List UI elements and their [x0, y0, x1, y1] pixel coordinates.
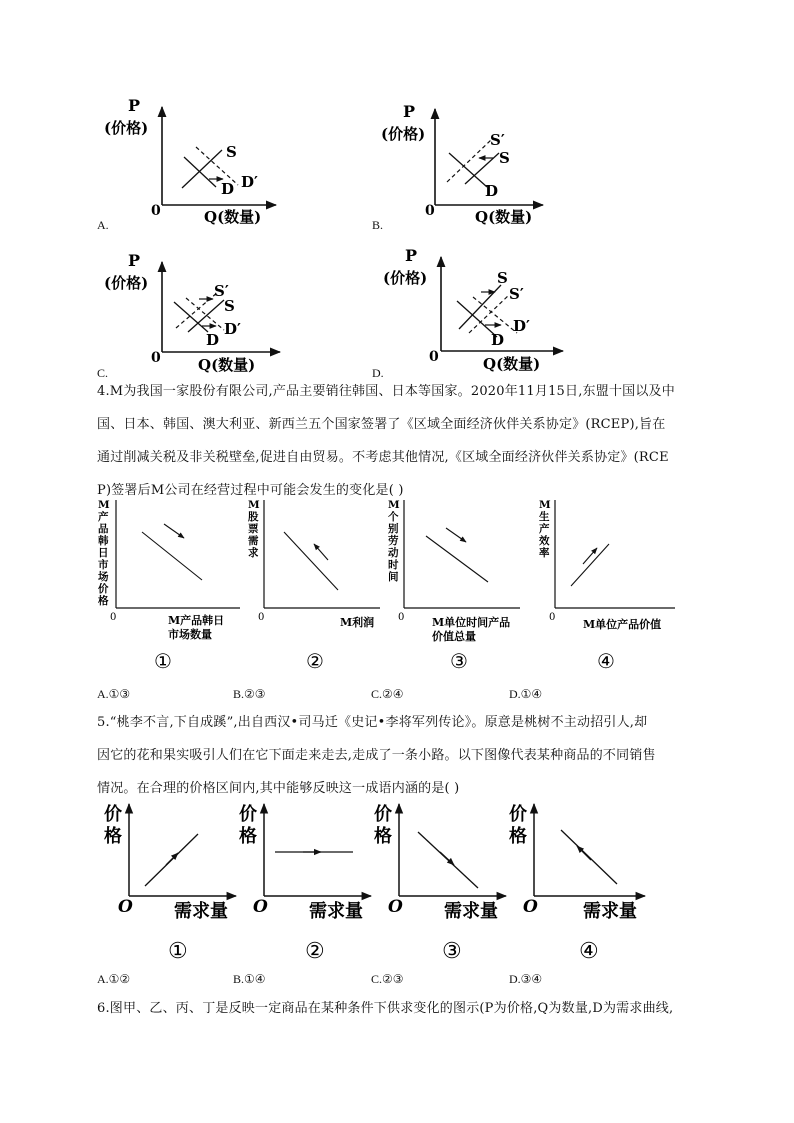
y-char: M	[539, 499, 551, 511]
x-axis-label-1: M产品韩日	[168, 614, 225, 627]
y-label-2: 格	[239, 826, 257, 847]
curve-label-s: S	[226, 143, 237, 161]
y-char: M	[388, 499, 400, 511]
demand-curve	[174, 302, 208, 332]
q5-graph-3	[370, 800, 510, 970]
y-char: 个	[388, 511, 399, 523]
graph-number: ③	[450, 649, 468, 673]
y-char: 场	[98, 571, 109, 583]
q5-answer-a[interactable]: A.①②	[97, 972, 131, 986]
origin-label: O	[118, 897, 133, 917]
graph-number: ③	[442, 939, 462, 964]
curve-label-d: D	[221, 180, 235, 198]
q3-graph-a	[96, 95, 286, 235]
origin-label: O	[388, 897, 403, 917]
q4-answer-d[interactable]: D.①④	[509, 687, 543, 701]
origin-label: 0	[110, 612, 117, 623]
y-char: 市	[98, 559, 109, 571]
graph-number: ④	[597, 649, 615, 673]
q3-graph-d	[373, 245, 573, 380]
y-char: 需	[248, 535, 259, 547]
y-char: 票	[248, 523, 259, 535]
y-char: 时	[388, 559, 399, 571]
q5-answer-c[interactable]: C.②③	[371, 972, 404, 986]
q4-line: P)签署后M公司在经营过程中可能会发生的变化是( )	[97, 483, 404, 498]
q3-graph-c-svg	[96, 252, 286, 382]
x-label: 需求量	[309, 901, 363, 922]
y-label-2: 格	[509, 826, 527, 847]
q5-line: 因它的花和果实吸引人们在它下面走来走去,走成了一条小路。以下图像代表某种商品的不同销售	[97, 748, 656, 763]
supply-curve	[182, 150, 222, 188]
y-char: 价	[98, 583, 109, 595]
direction-arrow	[166, 853, 178, 865]
q4-graph-2-svg	[240, 494, 390, 674]
q4-answer-b[interactable]: B.②③	[233, 687, 266, 701]
axis-p-label: P	[403, 102, 416, 121]
curve-label-d-prime: D′	[241, 173, 258, 191]
origin-label: 0	[151, 203, 161, 219]
demand-curve	[561, 830, 617, 884]
y-label-1: 价	[104, 804, 122, 825]
graph-number: ①	[154, 649, 172, 673]
q4-answer-c[interactable]: C.②④	[371, 687, 404, 701]
origin-label: 0	[549, 612, 556, 623]
axis-p-label: P	[128, 252, 141, 270]
q5-graph-2-svg	[235, 800, 375, 970]
graph-number: ②	[306, 649, 324, 673]
y-char: 生	[539, 511, 550, 523]
x-label: 需求量	[444, 901, 498, 922]
trend-line	[571, 544, 609, 586]
q5-graph-4	[505, 800, 650, 970]
q4-graph-3-svg	[380, 494, 530, 674]
y-axis-label	[539, 499, 551, 559]
y-label-1: 价	[239, 804, 257, 825]
y-char: 别	[388, 523, 399, 535]
origin-label: O	[253, 897, 268, 917]
y-char: 产	[98, 511, 109, 523]
curve-label-s: S	[224, 297, 235, 315]
x-axis-label-2: 市场数量	[168, 628, 212, 641]
trend-line	[284, 532, 338, 590]
supply-curve-shifted	[469, 295, 509, 333]
axis-q-label: Q(数量)	[483, 355, 541, 373]
axis-q-label: Q(数量)	[475, 208, 533, 226]
q4-answer-a[interactable]: A.①③	[97, 687, 131, 701]
axis-p-label: P	[405, 246, 418, 265]
y-char: M	[248, 499, 260, 511]
q4-line: 通过削减关税及非关税壁垒,促进自由贸易。不考虑其他情况,《区域全面经济伙伴关系协定》(RCE	[97, 450, 669, 465]
y-char: 韩	[98, 535, 109, 547]
q3-graph-c	[96, 252, 286, 382]
axis-q-label: Q(数量)	[198, 356, 256, 374]
q6-question: 6.图甲、乙、丙、丁是反映一定商品在某种条件下供求变化的图示(P为价格,Q为数量,D为需求曲线,	[97, 1001, 674, 1016]
direction-arrow	[164, 524, 184, 538]
y-label-2: 格	[374, 826, 392, 847]
y-char: 日	[98, 547, 109, 559]
curve-label-s: S	[499, 149, 510, 167]
y-char: 产	[539, 523, 550, 535]
direction-arrow	[440, 852, 454, 865]
direction-arrow	[314, 544, 328, 560]
x-label: 需求量	[583, 901, 637, 922]
curve-label-d: D	[491, 331, 505, 349]
graph-number: ①	[168, 939, 188, 964]
q4-graph-2	[240, 494, 390, 674]
q4-graph-4	[535, 494, 685, 674]
q4-graph-3	[380, 494, 530, 674]
demand-curve	[184, 157, 216, 187]
y-axis-label	[388, 499, 400, 583]
q3-option-d: D.	[372, 366, 384, 380]
q5-graph-4-svg	[505, 800, 650, 970]
y-char: 效	[539, 535, 550, 547]
q3-graph-b-svg	[373, 95, 563, 235]
y-axis-label	[248, 499, 260, 559]
q5-graph-1	[100, 800, 240, 970]
x-label: 需求量	[174, 901, 228, 922]
q4-graph-1	[90, 494, 250, 674]
y-char: M	[98, 499, 110, 511]
q5-line: 5.“桃李不言,下自成蹊”,出自西汉•司马迁《史记•李将军列传论》。原意是桃树不主动招引人,却	[97, 715, 648, 730]
trend-line	[142, 532, 202, 580]
y-label-1: 价	[374, 804, 392, 825]
graph-number: ④	[579, 939, 599, 964]
q3-graph-d-svg	[373, 245, 573, 380]
curve-label-s-prime: S′	[490, 131, 505, 149]
y-axis-label	[98, 499, 110, 607]
x-axis-label-1: M单位时间产品	[432, 616, 511, 629]
curve-label-d-prime: D′	[224, 320, 241, 338]
y-char: 间	[388, 571, 399, 583]
origin-label: O	[523, 897, 538, 917]
curve-label-s-prime: S′	[509, 285, 524, 303]
q5-answer-b[interactable]: B.①④	[233, 972, 266, 986]
q5-graph-3-svg	[370, 800, 510, 970]
y-char: 劳	[388, 535, 399, 547]
q4-line: 4.M为我国一家股份有限公司,产品主要销往韩国、日本等国家。2020年11月15日,东盟十国以及中	[97, 384, 675, 399]
axis-p-unit: (价格)	[383, 269, 428, 287]
origin-label: 0	[429, 349, 439, 365]
curve-label-s: S	[497, 269, 508, 287]
origin-label: 0	[398, 612, 405, 623]
q4-graph-4-svg	[535, 494, 685, 674]
q4-line: 国、日本、韩国、澳大利亚、新西兰五个国家签署了《区域全面经济伙伴关系协定》(RCEP),旨在	[97, 417, 666, 432]
curve-label-d-prime: D′	[513, 317, 530, 335]
x-axis-label-1: M单位产品价值	[583, 618, 662, 631]
supply-curve-shifted	[447, 140, 491, 182]
q5-line: 情况。在合理的价格区间内,其中能够反映这一成语内涵的是( )	[97, 781, 460, 796]
q5-graph-2	[235, 800, 375, 970]
q3-graph-b	[373, 95, 563, 235]
y-label-1: 价	[509, 804, 527, 825]
q5-answer-d[interactable]: D.③④	[509, 972, 543, 986]
y-char: 股	[248, 511, 259, 523]
curve-label-d: D	[206, 331, 220, 349]
direction-arrow	[583, 548, 597, 564]
y-label-2: 格	[104, 826, 122, 847]
q5-graph-1-svg	[100, 800, 240, 970]
axis-p-unit: (价格)	[381, 125, 426, 143]
curve-label-d: D	[485, 182, 499, 200]
y-char: 求	[248, 547, 259, 559]
y-char: 率	[539, 547, 550, 559]
origin-label: 0	[151, 350, 161, 366]
direction-arrow	[446, 528, 466, 542]
x-axis-label-2: 价值总量	[432, 630, 476, 643]
axis-q-label: Q(数量)	[204, 208, 262, 226]
curve-label-s-prime: S′	[214, 282, 229, 300]
q3-graph-a-svg	[96, 95, 286, 235]
axis-p-unit: (价格)	[104, 119, 149, 137]
axis-p-unit: (价格)	[104, 274, 149, 292]
q4-question	[97, 375, 717, 507]
q4-graph-1-svg	[90, 494, 250, 674]
axis-p-label: P	[128, 96, 141, 115]
origin-label: 0	[258, 612, 265, 623]
x-axis-label-1: M利润	[340, 616, 375, 629]
direction-arrow	[577, 846, 591, 860]
q3-option-a: A.	[97, 218, 109, 232]
q3-option-c: C.	[97, 366, 109, 380]
y-char: 动	[388, 547, 399, 559]
origin-label: 0	[425, 203, 435, 219]
q3-option-b: B.	[372, 218, 384, 232]
y-char: 品	[98, 523, 109, 535]
y-char: 格	[98, 595, 109, 607]
trend-line	[426, 536, 488, 582]
graph-number: ②	[305, 939, 325, 964]
q5-question	[97, 706, 717, 805]
